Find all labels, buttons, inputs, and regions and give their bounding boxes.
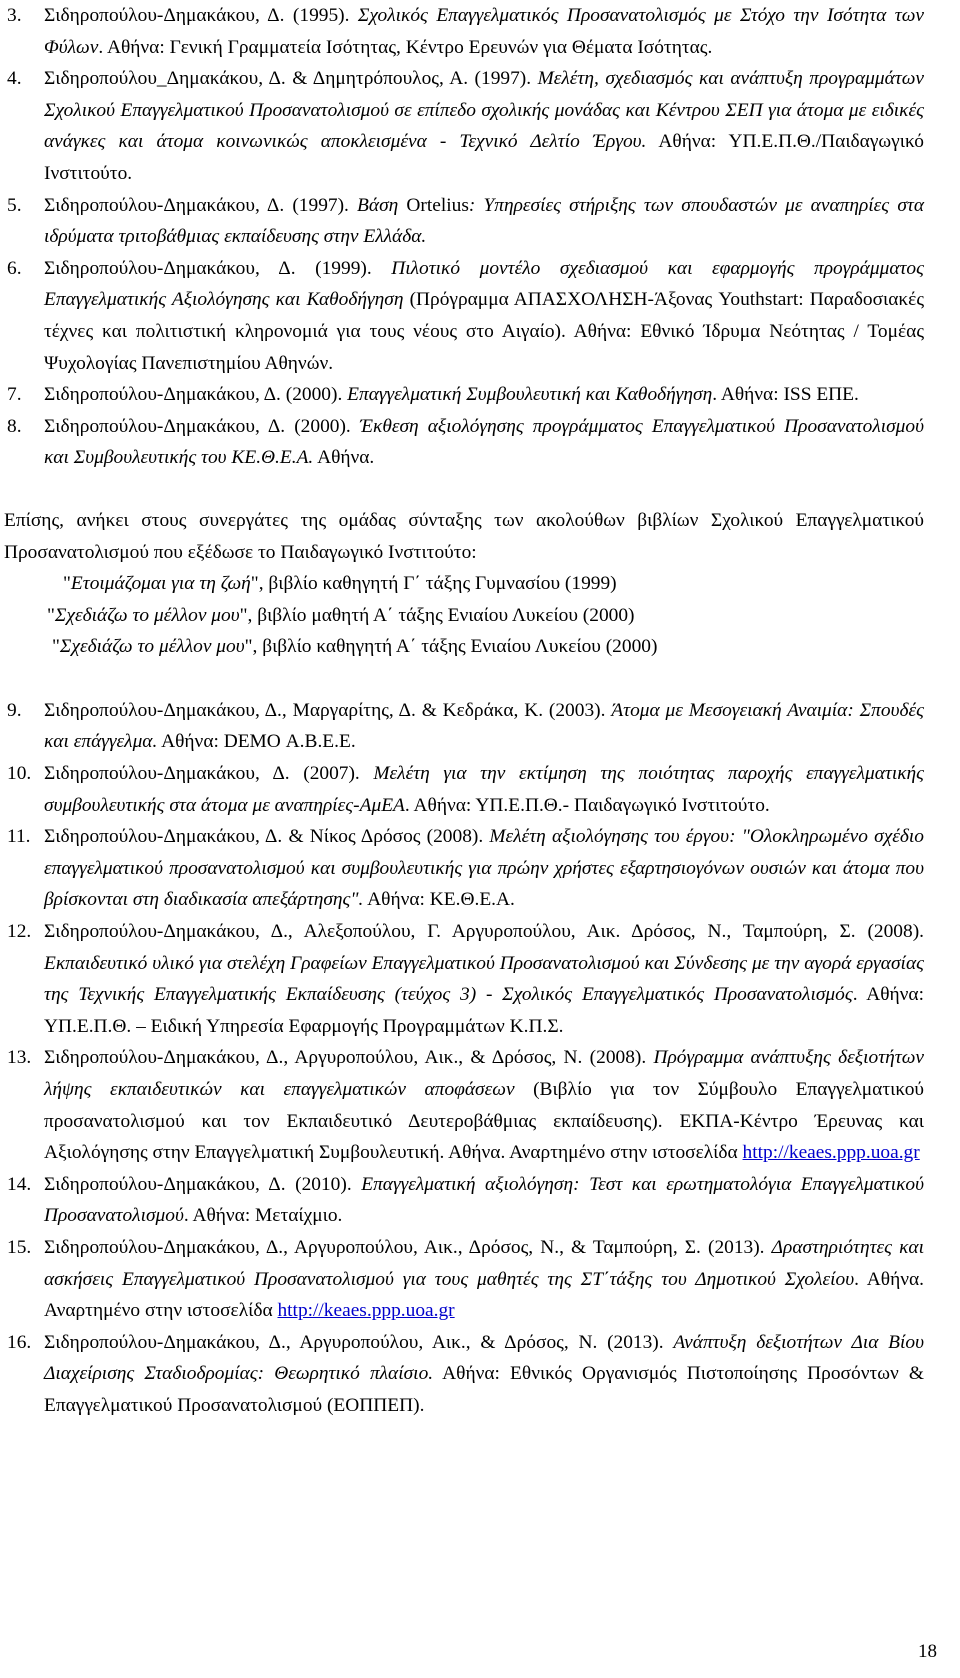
book-item bbox=[0, 631, 960, 663]
reference-entry bbox=[0, 379, 960, 411]
entry-number: 6. bbox=[7, 257, 22, 279]
entry-text: Σιδηροπούλου-Δημακάκου, Δ. (1997). bbox=[44, 194, 358, 216]
entry-text: Σιδηροπούλου-Δημακάκου, Δ., Αργυροπούλου, Αικ., & Δρόσος, Ν. (2008). bbox=[44, 1047, 654, 1069]
work-title: : Υπηρεσίες στήριξης των σπουδαστών με αναπηρίες στα ιδρύματα τριτοβάθμιας εκπαίδευσης στην Ελλάδα. bbox=[44, 194, 924, 248]
book-description: ", βιβλίο καθηγητή Γ΄ τάξης Γυμνασίου (1999) bbox=[250, 573, 617, 595]
reference-entry bbox=[0, 821, 960, 916]
entry-text: Σιδηροπούλου-Δημακάκου, Δ. (2000). bbox=[44, 384, 348, 406]
entry-number: 15. bbox=[7, 1236, 32, 1258]
entry-number: 10. bbox=[7, 763, 32, 785]
book-item bbox=[0, 600, 960, 632]
book-title: Σχεδιάζω το μέλλον μου bbox=[59, 636, 245, 658]
entry-text: Σιδηροπούλου-Δημακάκου, Δ. (2000). bbox=[44, 415, 360, 437]
entry-text: . Αθήνα: ISS ΕΠΕ. bbox=[712, 384, 859, 406]
entry-number: 11. bbox=[7, 826, 31, 848]
entry-text: Αθήνα: Εθνικός Οργανισμός Πιστοποίησης Προσόντων & Επαγγελματικού Προσανατολισμού (ΕΟΠΠΕΠ). bbox=[44, 1363, 924, 1416]
reference-entry bbox=[0, 1169, 960, 1232]
work-title: Πιλοτικό μοντέλο σχεδιασμού και εφαρμογής προγράμματος Επαγγελματικής Αξιολόγησης και Καθοδήγηση bbox=[44, 257, 924, 311]
entry-text: Σιδηροπούλου-Δημακάκου, Δ., Αργυροπούλου, Αικ., Δρόσος, Ν., & Ταμπούρη, Σ. (2013). bbox=[44, 1236, 772, 1258]
entry-number: 4. bbox=[7, 68, 22, 90]
reference-entry bbox=[0, 0, 960, 63]
reference-entry bbox=[0, 63, 960, 189]
work-title: Εκπαιδευτικό υλικό για στελέχη Γραφείων Επαγγελματικού Προσανατολισμού και Σύνδεσης με την αγορά εργασίας της Τεχνικής Επαγγελματικής Εκπαίδευσης (τεύχος 3) - Σχολικός Επαγγελματικός Προσανατολισμός bbox=[44, 952, 924, 1006]
url-link[interactable]: http://keaes.ppp.uoa.gr bbox=[742, 1142, 920, 1164]
entry-text: Σιδηροπούλου-Δημακάκου, Δ. (1999). bbox=[44, 257, 392, 279]
work-title: Βάση bbox=[357, 194, 407, 216]
reference-entry bbox=[0, 695, 960, 758]
quote-mark: " bbox=[63, 573, 71, 595]
reference-entry bbox=[0, 1232, 960, 1327]
book-description: ", βιβλίο καθηγητή Α΄ τάξης Ενιαίου Λυκείου (2000) bbox=[244, 636, 658, 658]
entry-text: . Αθήνα: Μεταίχμιο. bbox=[183, 1205, 343, 1227]
work-title: Μελέτη, σχεδιασμός και ανάπτυξη προγραμμάτων Σχολικού Επαγγελματικού Προσανατολισμού σε επίπεδο σχολικής μονάδας και Κέντρου ΣΕΠ για άτομα με ειδικές ανάγκες και άτομα κοινωνικώς αποκλεισμένα - Τεχνικό Δελτίο Έργου. bbox=[44, 68, 925, 153]
work-title: Σχολικός Επαγγελματικός Προσανατολισμός με Στόχο την Ισότητα των Φύλων bbox=[44, 5, 925, 58]
reference-list-a bbox=[0, 0, 960, 474]
entry-number: 12. bbox=[7, 921, 32, 943]
reference-entry bbox=[0, 1327, 960, 1422]
work-title: Ανάπτυξη δεξιοτήτων Δια Βίου Διαχείρισης Σταδιοδρομίας: Θεωρητικό πλαίσιο. bbox=[44, 1331, 924, 1385]
work-title: Επαγγελματική αξιολόγηση: Τεστ και ερωτηματολόγια Επαγγελματικού Προσανατολισμού bbox=[44, 1173, 925, 1227]
book-description: ", βιβλίο μαθητή Α΄ τάξης Ενιαίου Λυκείου (2000) bbox=[239, 604, 635, 626]
work-title: Δραστηριότητες και ασκήσεις Επαγγελματικού Προσανατολισμού για τους μαθητές της ΣΤ΄τάξης του Δημοτικού Σχολείου bbox=[44, 1236, 924, 1290]
quote-mark: " bbox=[47, 604, 55, 626]
entry-text: Σιδηροπούλου-Δημακάκου, Δ., Μαργαρίτης, Δ. & Κεδράκα, Κ. (2003). bbox=[44, 699, 612, 721]
entry-text: Αθήνα. bbox=[313, 447, 375, 469]
entry-text: (Βιβλίο για τον Σύμβουλο Επαγγελματικού προσανατολισμού και τον Εκπαιδευτικό Δευτεροβάθμιας εκπαίδευσης). ΕΚΠΑ-Κέντρο Έρευνας και Αξιολόγησης στην Επαγγελματική Συμβουλευτική. Αθήνα. Αναρτημένο στην ιστοσελίδα bbox=[44, 1079, 924, 1164]
entry-text: Αθήνα: DEMO Α.Β.Ε.Ε. bbox=[157, 731, 356, 753]
reference-entry bbox=[0, 916, 960, 1042]
work-title: Άτομα με Μεσογειακή Αναιμία: Σπουδές και επάγγελμα. bbox=[44, 699, 925, 753]
book-list bbox=[0, 568, 960, 663]
entry-number: 13. bbox=[7, 1047, 32, 1069]
reference-entry bbox=[0, 411, 960, 474]
entry-number: 5. bbox=[7, 194, 22, 216]
work-title: Έκθεση αξιολόγησης προγράμματος Επαγγελματικού Προσανατολισμού και Συμβουλευτικής του ΚΕ.Θ.Ε.Α. bbox=[44, 415, 924, 469]
entry-number: 14. bbox=[7, 1173, 32, 1195]
book-item bbox=[0, 568, 960, 600]
reference-entry bbox=[0, 253, 960, 379]
entry-text: Σιδηροπούλου-Δημακάκου, Δ. (2007). bbox=[44, 763, 374, 785]
entry-number: 8. bbox=[7, 415, 22, 437]
entry-text: Ortelius bbox=[406, 194, 469, 216]
entry-text: (Πρόγραμμα ΑΠΑΣΧΟΛΗΣΗ-Άξονας Youthstart: Παραδοσιακές τέχνες και πολιτιστική κληρονομιά για τους νέους στο Αιγαίο). Αθήνα: Εθνικό Ίδρυμα Νεότητας / Τομέας Ψυχολογίας Πανεπιστημίου Αθηνών. bbox=[44, 289, 925, 374]
intro-paragraph: Επίσης, ανήκει στους συνεργάτες της ομάδας σύνταξης των ακολούθων βιβλίων Σχολικού Επαγγελματικού Προσανατολισμού που εξέδωσε το Παιδαγωγικό Ινστιτούτο: bbox=[4, 509, 924, 563]
work-title: Πρόγραμμα ανάπτυξης δεξιοτήτων λήψης εκπαιδευτικών και επαγγελματικών αποφάσεων bbox=[44, 1047, 924, 1100]
reference-entry bbox=[0, 758, 960, 821]
entry-text: Αθήνα: ΥΠ.Ε.Π.Θ./Παιδαγωγικό Ινστιτούτο. bbox=[44, 131, 924, 184]
book-title: Ετοιμάζομαι για τη ζωή bbox=[70, 573, 251, 595]
entry-text: Αθήνα: ΚΕ.Θ.Ε.Α. bbox=[363, 889, 515, 911]
reference-entry bbox=[0, 1042, 960, 1168]
entry-number: 9. bbox=[7, 699, 22, 721]
entry-text: Σιδηροπούλου-Δημακάκου, Δ., Αλεξοπούλου, Γ. Αργυροπούλου, Αικ. Δρόσος, Ν., Ταμπούρη, Σ. (2008). bbox=[44, 921, 924, 943]
work-title: Μελέτη αξιολόγησης του έργου: "Ολοκληρωμένο σχέδιο επαγγελματικού προσανατολισμού και συμβουλευτικής για πρώην χρήστες εξαρτησιογόνων ουσιών και άτομα που βρίσκονται στη διαδικασία απεξάρτησης". bbox=[44, 826, 924, 911]
entry-text: Σιδηροπούλου-Δημακάκου, Δ. (2010). bbox=[44, 1173, 362, 1195]
entry-text: Σιδηροπούλου-Δημακάκου, Δ. (1995). bbox=[44, 5, 358, 26]
url-link[interactable]: http://keaes.ppp.uoa.gr bbox=[277, 1300, 455, 1322]
quote-mark: " bbox=[52, 636, 60, 658]
entry-number: 16. bbox=[7, 1331, 32, 1353]
entry-text: Σιδηροπούλου-Δημακάκου, Δ., Αργυροπούλου, Αικ., & Δρόσος, Ν. (2013). bbox=[44, 1331, 674, 1353]
entry-text: . Αθήνα. Αναρτημένο στην ιστοσελίδα bbox=[44, 1268, 924, 1322]
page-number: 18 bbox=[918, 1641, 937, 1662]
reference-list-b bbox=[0, 695, 960, 1422]
reference-entry bbox=[0, 190, 960, 253]
work-title: Μελέτη για την εκτίμηση της ποιότητας παροχής επαγγελματικής συμβουλευτικής στα άτομα με αναπηρίες-ΑμΕΑ bbox=[44, 763, 925, 816]
entry-text: . Αθήνα: Γενική Γραμματεία Ισότητας, Κέντρο Ερευνών για Θέματα Ισότητας. bbox=[98, 36, 713, 58]
entry-text: Σιδηροπούλου_Δημακάκου, Δ. & Δημητρόπουλος, Α. (1997). bbox=[44, 68, 538, 90]
work-title: Επαγγελματική Συμβουλευτική και Καθοδήγηση bbox=[347, 384, 713, 406]
entry-text: . Αθήνα: ΥΠ.Ε.Π.Θ. – Ειδική Υπηρεσία Εφαρμογής Προγραμμάτων Κ.Π.Σ. bbox=[44, 984, 924, 1037]
entry-text: Σιδηροπούλου-Δημακάκου, Δ. & Νίκος Δρόσος (2008). bbox=[44, 826, 490, 848]
book-title: Σχεδιάζω το μέλλον μου bbox=[54, 604, 240, 626]
entry-number: 3. bbox=[7, 5, 22, 26]
entry-text: . Αθήνα: ΥΠ.Ε.Π.Θ.- Παιδαγωγικό Ινστιτούτο. bbox=[404, 794, 770, 816]
entry-number: 7. bbox=[7, 384, 22, 406]
